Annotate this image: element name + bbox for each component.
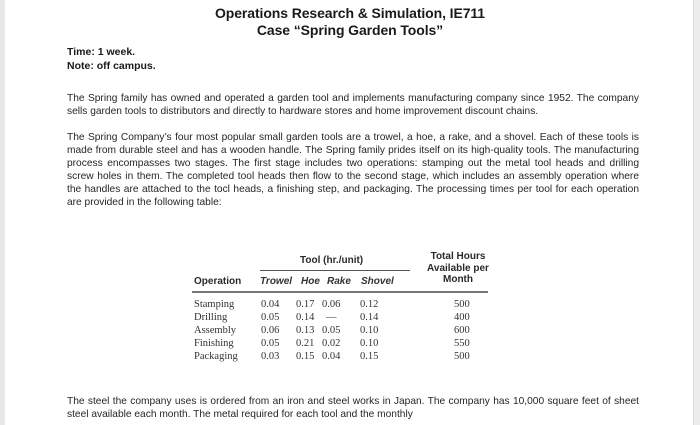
- cell-hoe: 0.17: [296, 299, 315, 310]
- cell-trowel: 0.03: [261, 351, 280, 362]
- case-title: Case “Spring Garden Tools”: [256, 22, 444, 38]
- column-header-rake: Rake: [327, 276, 351, 287]
- document-title: Operations Research & Simulation, IE711: [215, 5, 485, 21]
- cell-hoe: 0.14: [296, 312, 315, 323]
- header-rule: [192, 291, 488, 293]
- cell-trowel: 0.04: [261, 299, 280, 310]
- cell-shovel: 0.10: [360, 325, 379, 336]
- cell-rake: 0.06: [322, 299, 341, 310]
- intro-paragraph: [67, 92, 639, 118]
- steel-paragraph: [67, 395, 639, 421]
- processing-times-table: [192, 251, 494, 381]
- cell-trowel: 0.06: [261, 325, 280, 336]
- cell-operation: Packaging: [194, 351, 238, 362]
- cell-total: 500: [454, 299, 470, 310]
- cell-operation: Finishing: [194, 338, 234, 349]
- column-header-operation: Operation: [194, 276, 242, 287]
- paragraph-text: The Spring Company’s four most popular small garden tools are a trowel, a hoe, a rake, and a shovel. Each of these tools is made from durable steel and has a wooden handle. The Spring family prides itself on its high-quality tools. The manufacturing process encompasses two stages. The first stage includes two operations: stamping out the metal tool heads and drilling screw holes in them. The completed tool heads then flow to the second stage, which includes an assembly operation where the handles are attached to the tocl heads, a finishing step, and packaging. The processing times per tool for each operation are provided in the following table:: [67, 132, 639, 209]
- cell-total: 500: [454, 351, 470, 362]
- cell-shovel: 0.10: [360, 338, 379, 349]
- cell-total: 400: [454, 312, 470, 323]
- cell-total: 600: [454, 325, 470, 336]
- group-header-rule: [260, 270, 410, 271]
- cell-shovel: 0.15: [360, 351, 379, 362]
- cell-rake: 0.02: [322, 338, 341, 349]
- cell-total: 550: [454, 338, 470, 349]
- cell-operation: Stamping: [194, 299, 235, 310]
- table-row: [192, 351, 492, 363]
- table-row: [192, 312, 492, 324]
- cell-trowel: 0.05: [261, 338, 280, 349]
- cell-shovel: 0.14: [360, 312, 379, 323]
- cell-hoe: 0.21: [296, 338, 315, 349]
- paragraph-text: The steel the company uses is ordered from an iron and steel works in Japan. The company has 10,000 square feet of sheet steel available each month. The metal required for each tool and the monthly: [67, 396, 639, 421]
- column-header-hoe: Hoe: [301, 276, 320, 287]
- time-note: Time: 1 week.: [67, 46, 136, 58]
- cell-trowel: 0.05: [261, 312, 280, 323]
- table-row: [192, 325, 492, 337]
- total-hours-header: [418, 251, 498, 286]
- column-header-trowel: Trowel: [260, 276, 293, 287]
- cell-rake: 0.05: [322, 325, 341, 336]
- total-header-line: Month: [443, 274, 473, 285]
- cell-rake: 0.04: [322, 351, 341, 362]
- cell-shovel: 0.12: [360, 299, 379, 310]
- location-note: Note: off campus.: [67, 60, 156, 72]
- total-header-line: Available per: [427, 262, 489, 274]
- products-paragraph: [67, 131, 639, 210]
- cell-rake: —: [326, 312, 337, 323]
- cell-operation: Drilling: [194, 312, 228, 323]
- cell-hoe: 0.15: [296, 351, 315, 362]
- column-header-shovel: Shovel: [361, 276, 394, 287]
- paragraph-text: The Spring family has owned and operated a garden tool and implements manufacturing company since 1952. The company sells garden tools to distributors and directly to hardware stores and home improvement discount chains.: [67, 93, 639, 118]
- total-header-line: Total Hours: [430, 251, 486, 262]
- cell-operation: Assembly: [194, 325, 236, 336]
- table-row: [192, 299, 492, 311]
- tool-group-header: Tool (hr./unit): [300, 255, 364, 266]
- cell-hoe: 0.13: [296, 325, 315, 336]
- table-row: [192, 338, 492, 350]
